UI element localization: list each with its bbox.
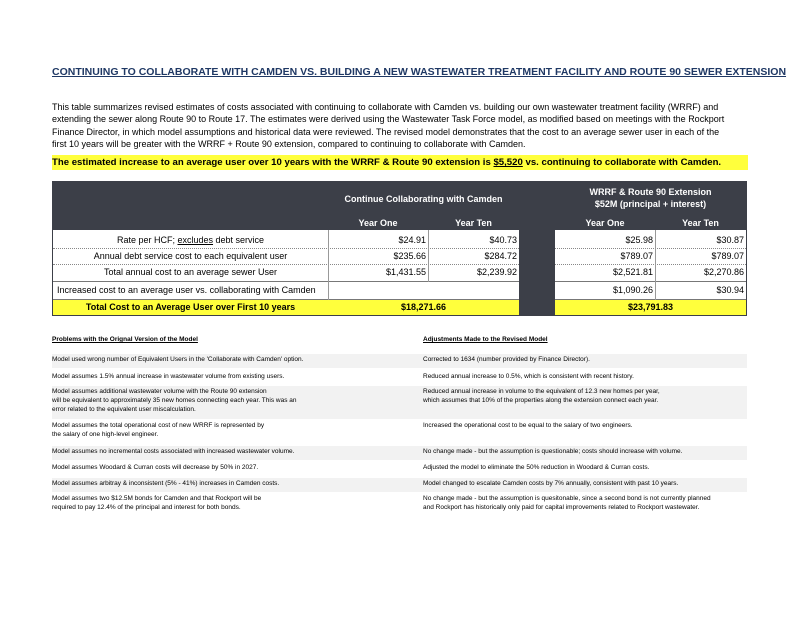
issue-row: [52, 354, 747, 368]
adjustment-text: [423, 421, 747, 430]
cell-rate-wrrf-y1: $25.98: [625, 235, 653, 245]
problems-heading: Problems with the Orignal Version of the Model: [52, 336, 198, 343]
problem-line: Model assumes 1.5% annual increase in wastewater volume from existing users.: [52, 373, 285, 380]
adjustment-line: Increased the operational cost to be equal to the salary of two engineers.: [423, 422, 633, 429]
col-year-ten-camden: Year Ten: [428, 216, 519, 230]
grid-line: [53, 281, 519, 282]
row-label-total-10yr: Total Cost to an Average User over First 10 years: [53, 300, 328, 315]
wrrf-subtitle: $52M (principal + interest): [594, 199, 707, 209]
grid-line: [53, 299, 519, 300]
adjustment-text: [423, 372, 747, 381]
problem-text: [52, 463, 412, 472]
highlight-amount: $5,520: [493, 157, 523, 168]
cell-increase-wrrf-y10: $30.94: [716, 285, 744, 295]
cell-debt-wrrf-y10: $789.07: [711, 251, 744, 261]
problem-text: [52, 372, 412, 381]
issue-row: [52, 420, 747, 445]
problem-text: [52, 494, 412, 512]
cell-total-wrrf-y10: $2,270.86: [703, 267, 744, 277]
grid-line: [53, 264, 519, 265]
adjustment-text: [423, 447, 747, 456]
cell-total-camden-y10: $2,239.92: [476, 267, 517, 277]
grid-line: [555, 281, 746, 282]
issue-row: [52, 371, 747, 385]
issue-row: [52, 478, 747, 492]
cell-total-camden-y1: $1,431.55: [385, 267, 426, 277]
problem-line: Model assumes Woodard & Curran costs will decrease by 50% in 2027.: [52, 464, 259, 471]
row-label-increase: Increased cost to an average user vs. collaborating with Camden: [57, 285, 316, 295]
adjustment-text: [423, 479, 747, 488]
cell-total-wrrf-y1: $2,521.81: [612, 267, 653, 277]
problem-line: Model assumes additional wastewater volume with the Route 90 extension: [52, 388, 267, 395]
label-part: debt service: [213, 235, 265, 245]
row-label-total-annual: Total annual cost to an average sewer User: [103, 267, 278, 277]
grid-line: [555, 299, 746, 300]
cell-rate-wrrf-y10: $30.87: [716, 235, 744, 245]
issue-row: [52, 462, 747, 476]
highlight-text-before: The estimated increase to an average user over 10 years with the WRRF & Route 90 extension is: [52, 157, 494, 168]
problem-line: Model assumes the total operational cost of new WRRF is represented by: [52, 422, 265, 429]
issue-row: [52, 386, 747, 419]
group-header-wrrf: [555, 182, 746, 216]
cell-total-10yr-camden: $18,271.66: [328, 300, 519, 315]
column-gap: [519, 182, 555, 315]
problem-line: Model assumes two $12.5M bonds for Camden and that Rockport will be: [52, 495, 262, 502]
cost-comparison-table: [52, 181, 747, 316]
adjustments-heading: Adjustments Made to the Revised Model: [423, 336, 548, 343]
problem-line: the salary of one high-level engineer.: [52, 431, 159, 438]
intro-paragraph: [52, 101, 748, 151]
col-year-ten-wrrf: Year Ten: [655, 216, 746, 230]
row-label-rate: [53, 235, 328, 248]
label-part-underlined: excludes: [177, 235, 214, 245]
adjustment-line: and Rockport has historically only paid for capital improvements related to Rockport wastewater.: [423, 504, 700, 511]
adjustment-text: [423, 494, 747, 512]
summary-highlight: [52, 155, 748, 170]
issue-row: [52, 446, 747, 460]
problem-line: error related to the equivalent user miscalculation.: [52, 406, 196, 413]
cell-debt-camden-y1: $235.66: [393, 251, 426, 261]
problem-text: [52, 421, 412, 439]
adjustment-line: Model changed to escalate Camden costs by 7% annually, consistent with past 10 years.: [423, 480, 679, 487]
problem-line: Model assumes arbitray & inconsistent (5% - 41%) increases in Camden costs.: [52, 480, 280, 487]
problem-line: will be equivalent to approximately 35 new homes connecting each year. This was an: [52, 397, 297, 404]
adjustment-line: Corrected to 1634 (number provided by Finance Director).: [423, 356, 590, 363]
intro-line: first 10 years will be greater with the WRRF + Route 90 extension, compared to continuing to collaborate with Camden.: [52, 139, 526, 150]
adjustment-line: Reduced annual increase in volume to the equivalent of 12.3 new homes per year,: [423, 388, 660, 395]
grid-line: [655, 230, 656, 300]
intro-line: extending the sewer along Route 90 to Route 17. The estimates were derived using the Wastewater Task Force model, as modified based on meetings with the Rockport: [52, 114, 725, 125]
intro-line: This table summarizes revised estimates of costs associated with continuing to collaborate with Camden vs. building our own wastewater treatment facility (WRRF) and: [52, 102, 719, 112]
grid-line: [428, 230, 429, 282]
highlight-text-after: vs. continuing to collaborate with Camden.: [522, 157, 722, 168]
cell-increase-wrrf-y1: $1,090.26: [612, 285, 653, 295]
problem-line: required to pay 12.4% of the principal and interest for both bonds.: [52, 504, 241, 511]
problem-line: Model assumes no incremental costs associated with increased wastewater volume.: [52, 448, 295, 455]
grid-line: [555, 248, 746, 249]
adjustment-line: No change made - but the assumption is questionable; costs should increase with volume.: [423, 448, 683, 455]
group-header-camden: Continue Collaborating with Camden: [328, 182, 519, 216]
problem-text: [52, 479, 412, 488]
header-blank: [53, 182, 328, 230]
adjustment-line: Reduced annual increase to 0.5%, which is consistent with recent history.: [423, 373, 634, 380]
label-part: Rate per HCF;: [116, 235, 178, 245]
problem-text: [52, 355, 412, 364]
cell-debt-wrrf-y1: $789.07: [620, 251, 653, 261]
wrrf-title: WRRF & Route 90 Extension: [589, 187, 712, 197]
cell-total-10yr-wrrf: $23,791.83: [555, 300, 746, 315]
grid-line: [328, 230, 329, 300]
adjustment-line: Adjusted the model to eliminate the 50% reduction in Woodard & Curran costs.: [423, 464, 650, 471]
adjustment-text: [423, 463, 747, 472]
page-title: CONTINUING TO COLLABORATE WITH CAMDEN VS. BUILDING A NEW WASTEWATER TREATMENT FACILITY AND ROUTE 90 SEWER EXTENSION: [52, 66, 787, 78]
adjustment-line: No change made - but the assumption is quesitonable, since a second bond is not currently planned: [423, 495, 711, 502]
adjustment-line: which assumes that 10% of the properties along the extension connect each year.: [423, 397, 659, 404]
adjustment-text: [423, 355, 747, 364]
intro-line: Finance Director, in which model assumptions and historical data were reviewed. The revised model demonstrates that the cost to an average sewer user in each of the: [52, 126, 720, 137]
col-year-one-wrrf: Year One: [555, 216, 655, 230]
problem-line: Model used wrong number of Equivalent Users in the 'Collaborate with Camden' option.: [52, 356, 304, 363]
cell-rate-camden-y1: $24.91: [398, 235, 426, 245]
cell-rate-camden-y10: $40.73: [489, 235, 517, 245]
issue-row: [52, 493, 747, 516]
col-year-one-camden: Year One: [328, 216, 428, 230]
cell-debt-camden-y10: $284.72: [484, 251, 517, 261]
adjustment-text: [423, 387, 747, 405]
problem-text: [52, 447, 412, 456]
problem-text: [52, 387, 412, 414]
grid-line: [555, 264, 746, 265]
grid-line: [53, 248, 519, 249]
row-label-debt-service: Annual debt service cost to each equivalent user: [93, 251, 288, 261]
